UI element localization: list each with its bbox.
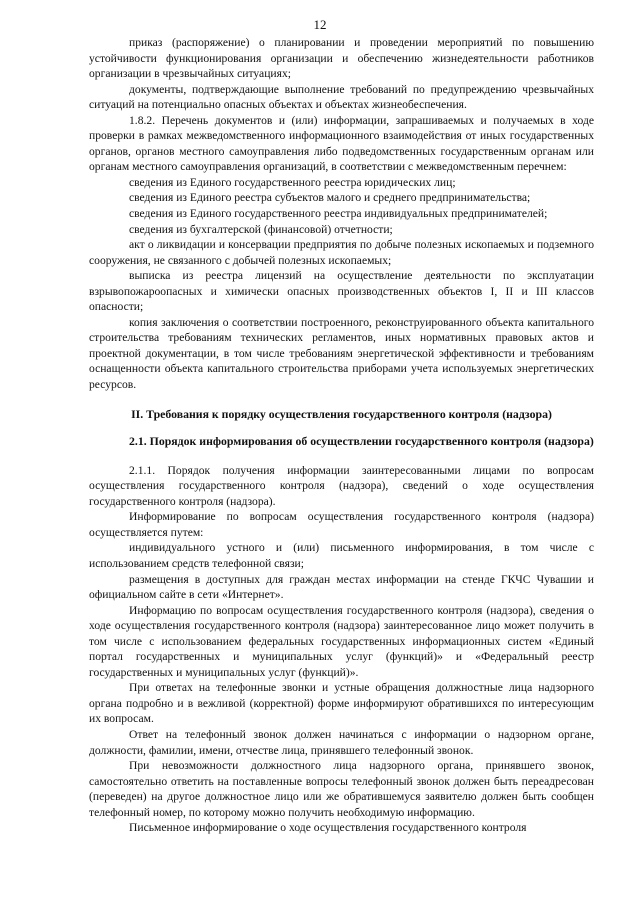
paragraph: Информацию по вопросам осуществления государственного контроля (надзора), сведения о ходе осуществления государственного контроля (надзора) заинтересованное лицо может получить в том числе с использованием федеральных государственных информационных систем «Единый портал государственных и муниципальных услуг (функций)» и «Федеральный реестр государственных и муниципальных услуг (функций)». bbox=[89, 603, 594, 679]
paragraph: При невозможности должностного лица надзорного органа, принявшего звонок, самостоятельно ответить на поставленные вопросы телефонный звонок должен быть переадресован (переведен) на другое должностное лицо или же обратившемуся заявителю должен быть сообщен телефонный номер, по которому можно получить необходимую информацию. bbox=[89, 759, 594, 819]
paragraphs-top bbox=[89, 35, 594, 393]
paragraph: сведения из Единого реестра субъектов малого и среднего предпринимательства; bbox=[129, 191, 531, 205]
paragraph: размещения в доступных для граждан местах информации на стенде ГКЧС Чувашии и официальном сайте в сети «Интернет». bbox=[89, 572, 594, 602]
paragraphs-bottom bbox=[89, 463, 594, 836]
paragraph: документы, подтверждающие выполнение требований по предупреждению чрезвычайных ситуаций на потенциально опасных объектах и объектах жизнеобеспечения. bbox=[89, 82, 594, 112]
paragraph: акт о ликвидации и консервации предприятия по добыче полезных ископаемых и подземного сооружения, не связанного с добычей полезных ископаемых; bbox=[89, 238, 594, 267]
paragraph: индивидуального устного и (или) письменного информирования, в том числе с использованием средств телефонной связи; bbox=[89, 541, 594, 570]
paragraph: 2.1.1. Порядок получения информации заинтересованными лицами по вопросам осуществления государственного контроля (надзора), сведений о ходе осуществления государственного контроля (надзора). bbox=[89, 463, 594, 508]
paragraph: 1.8.2. Перечень документов и (или) информации, запрашиваемых и получаемых в ходе проверки в рамках межведомственного информационного взаимодействия от иных государственных органов, органов местного самоуправления либо подведомственных государственным органам или органам местного самоуправления организаций, в соответствии с межведомственным перечнем: bbox=[89, 113, 594, 174]
paragraph: приказ (распоряжение) о планировании и проведении мероприятий по повышению устойчивости функционирования организации и обеспечению жизнедеятельности работников организации в чрезвычайных ситуациях; bbox=[89, 36, 594, 81]
paragraph: сведения из Единого государственного реестра юридических лиц; bbox=[129, 175, 456, 189]
subsection-heading: 2.1. Порядок информирования об осуществлении государственного контроля (надзора) bbox=[129, 434, 594, 449]
paragraph: Ответ на телефонный звонок должен начинаться с информации о надзорном органе, должности, фамилии, имени, отчестве лица, принявшего телефонный звонок. bbox=[89, 727, 594, 757]
paragraph: При ответах на телефонные звонки и устные обращения должностные лица надзорного органа подробно и в вежливой (корректной) форме информируют обратившихся по интересующим их вопросам. bbox=[89, 681, 594, 726]
paragraph: Информирование по вопросам осуществления государственного контроля (надзора) осуществляется путем: bbox=[89, 510, 594, 539]
page-number: 12 bbox=[313, 17, 327, 32]
paragraph: Письменное информирование о ходе осуществления государственного контроля bbox=[129, 821, 527, 835]
paragraph: сведения из бухгалтерской (финансовой) отчетности; bbox=[129, 222, 393, 236]
paragraph: выписка из реестра лицензий на осуществление деятельности по эксплуатации взрывопожароопасных и химически опасных производственных объектов I, II и III классов опасности; bbox=[89, 269, 594, 314]
paragraph: копия заключения о соответствии построенного, реконструированного объекта капитального строительства требованиям технических регламентов, иных нормативных правовых актов и проектной документации, в том числе требованиям энергетической эффективности и требованиям оснащенности объекта капитального строительства приборами учета используемых энергетических ресурсов. bbox=[89, 315, 594, 392]
paragraph: сведения из Единого государственного реестра индивидуальных предпринимателей; bbox=[129, 207, 548, 221]
document-body bbox=[89, 35, 594, 836]
section-heading: II. Требования к порядку осуществления государственного контроля (надзора) bbox=[131, 406, 552, 421]
